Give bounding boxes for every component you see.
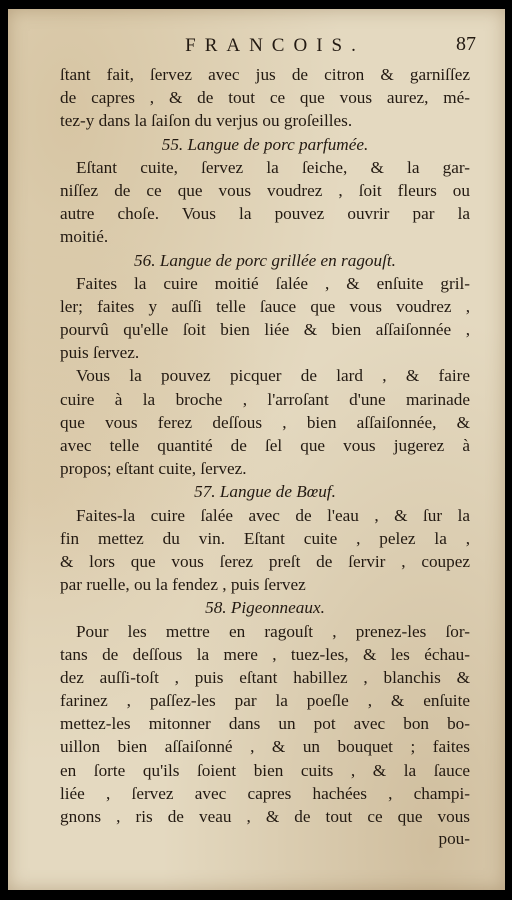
text-line: propos; eſtant cuite, ſervez. [60,459,247,479]
text-line: avec telle quantité de ſel que vous jugerez à [60,436,470,455]
text-line: niſſez de ce que vous voudrez , ſoit fleurs ou [60,180,470,200]
page-number: 87 [456,33,476,55]
text-line: Faites la cuire moitié ſalée , & enſuite gril- [76,273,470,293]
book-page [8,9,505,890]
recipe-heading-57: 57. Langue de Bœuf. [194,482,336,502]
text-line: autre choſe. Vous la pouvez ouvrir par la [60,204,470,224]
text-line: cuire à la broche , l'arroſant d'une marinade [60,389,470,409]
text-line: uillon bien aſſaiſonné , & un bouquet ; faites [60,737,470,757]
text-line: tez-y dans la ſaiſon du verjus ou groſeilles. [60,111,353,131]
text-line: ſtant fait, ſervez avec jus de citron & garniſſez [60,65,470,84]
text-line: Pour les mettre en ragouſt , prenez-les ſor- [76,621,470,641]
text-line: tans de deſſous la mere , tuez-les, & les échau- [60,644,470,664]
page-header [60,33,476,63]
text-line: gnons , ris de veau , & de tout ce que vous [60,807,470,826]
running-title: FRANCOIS. [185,35,365,56]
text-line: de capres , & de tout ce que vous aurez, mé- [60,88,470,108]
recipe-heading-56: 56. Langue de porc grillée en ragouſt. [134,250,396,270]
text-line: fin mettez du vin. Eſtant cuite , pelez la , [60,528,470,548]
text-line: ler; faites y auſſi telle ſauce que vous voudrez , [60,296,470,316]
text-line: Eſtant cuite, ſervez la ſeiche, & la gar- [76,157,470,177]
text-line: puis ſervez. [60,343,140,363]
page-text-block [60,33,476,850]
text-line: dez auſſi-toſt , puis eſtant habillez , blanchis & [60,667,470,687]
text-line: liée , ſervez avec capres hachées , champi- [60,783,470,803]
text-line: mettez-les mitonner dans un pot avec bon bo- [60,714,470,734]
recipe-heading-55: 55. Langue de porc parfumée. [161,134,369,154]
text-line: en ſorte qu'ils ſoient bien cuits , & la ſauce [60,760,470,780]
text-line: que vous ferez deſſous , bien aſſaiſonnée, & [60,412,470,432]
text-line: moitié. [60,227,109,247]
text-line: & lors que vous ſerez preſt de ſervir , coupez [60,551,470,571]
text-line: Vous la pouvez picquer de lard , & faire [76,366,470,386]
recipe-heading-58: 58. Pigeonneaux. [205,598,325,618]
text-line: par ruelle, ou la fendez , puis ſervez [60,575,306,595]
catchword: pou- [438,829,470,849]
text-line: Faites-la cuire ſalée avec de l'eau , & ſur la [76,505,470,525]
text-line: farinez , paſſez-les par la poeſle , & enſuite [60,691,470,711]
text-line: pourvû qu'elle ſoit bien liée & bien aſſaiſonnée , [60,320,470,340]
